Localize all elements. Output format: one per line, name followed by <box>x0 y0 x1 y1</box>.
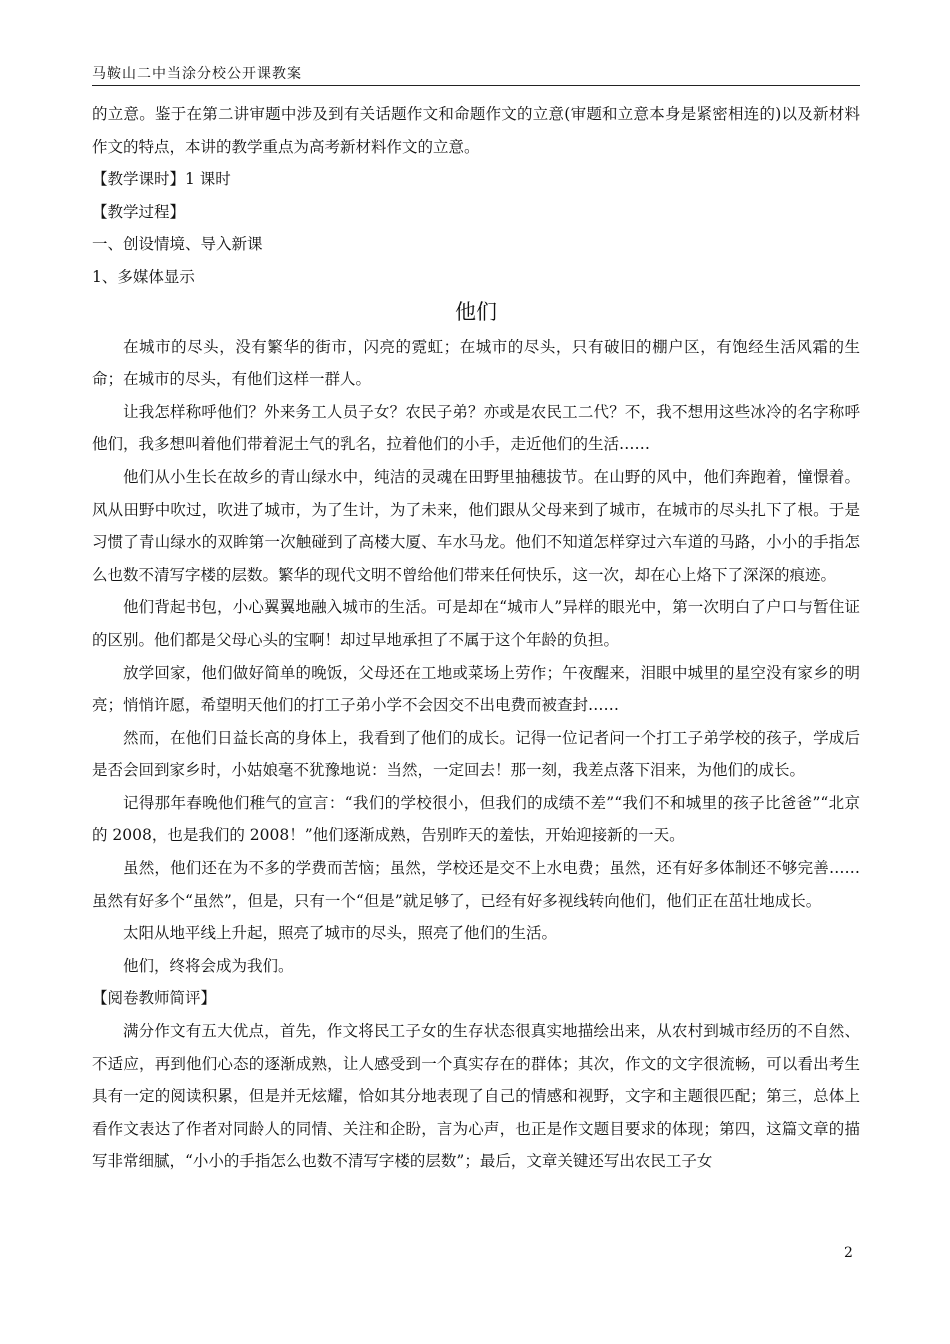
essay-paragraph: 记得那年春晚他们稚气的宣言：“我们的学校很小，但我们的成绩不差”“我们不和城里的孩子比爸爸”“北京的 2008，也是我们的 2008！”他们逐渐成熟，告别昨天的羞怯，开始迎接新的一天。 <box>92 793 860 845</box>
essay-paragraph: 太阳从地平线上升起，照亮了城市的尽头，照亮了他们的生活。 <box>123 924 558 943</box>
essay-paragraph: 他们背起书包，小心翼翼地融入城市的生活。可是却在“城市人”异样的眼光中，第一次明白了户口与暂住证的区别。他们都是父母心头的宝啊！却过早地承担了不属于这个年龄的负担。 <box>92 598 860 649</box>
review-heading: 【阅卷教师简评】 <box>92 989 217 1008</box>
essay-paragraph: 放学回家，他们做好简单的晚饭，父母还在工地或菜场上劳作；午夜醒来，泪眼中城里的星空没有家乡的明亮；悄悄许愿，希望明天他们的打工子弟小学不会因交不出电费而被查封…… <box>92 663 860 715</box>
teaching-process-heading: 【教学过程】 <box>92 202 186 221</box>
page-header: 马鞍山二中当涂分校公开课教案 <box>92 66 302 82</box>
essay-paragraph: 他们，终将会成为我们。 <box>123 956 294 975</box>
essay-paragraph: 在城市的尽头，没有繁华的街市，闪亮的霓虹；在城市的尽头，只有破旧的棚户区，有饱经生活风霜的生命；在城市的尽头，有他们这样一群人。 <box>92 337 860 389</box>
review-paragraph: 满分作文有五大优点，首先，作文将民工子女的生存状态很真实地描绘出来，从农村到城市经历的不自然、不适应，再到他们心态的逐渐成熟，让人感受到一个真实存在的群体；其次，作文的文字很流畅，可以看出考生具有一定的阅读积累，但是并无炫耀，恰如其分地表现了自己的情感和视野，文字和主题很匹配；第三，总体上看作文表达了作者对同龄人的同情、关注和企盼，言为心声，也正是作文题目要求的体现；第四，这篇文章的描写非常细腻，“小小的手指怎么也数不清写字楼的层数”；最后，文章关键还写出农民工子女 <box>92 1022 860 1171</box>
header-divider <box>92 85 860 86</box>
essay-paragraph: 然而，在他们日益长高的身体上，我看到了他们的成长。记得一位记者问一个打工子弟学校的孩子，学成后是否会回到家乡时，小姑娘毫不犹豫地说：当然，一定回去！那一刻，我差点落下泪来，为他们的成长。 <box>92 728 860 780</box>
intro-paragraph: 的立意。鉴于在第二讲审题中涉及到有关话题作文和命题作文的立意(审题和立意本身是紧密相连的)以及新材料作文的特点，本讲的教学重点为高考新材料作文的立意。 <box>92 105 860 156</box>
essay-title: 他们 <box>455 299 497 324</box>
document-body <box>92 98 860 1178</box>
list-item: 1、多媒体显示 <box>92 267 195 286</box>
essay-paragraph: 他们从小生长在故乡的青山绿水中，纯洁的灵魂在田野里抽穗拔节。在山野的风中，他们奔跑着，憧憬着。风从田野中吹过，吹进了城市，为了生计，为了未来，他们跟从父母来到了城市，在城市的尽头扎下了根。于是习惯了青山绿水的双眸第一次触碰到了高楼大厦、车水马龙。他们不知道怎样穿过六车道的马路，小小的手指怎么也数不清写字楼的层数。繁华的现代文明不曾给他们带来任何快乐，这一次，却在心上烙下了深深的痕迹。 <box>92 467 860 584</box>
essay-paragraph: 让我怎样称呼他们？外来务工人员子女？农民子弟？亦或是农民工二代？不，我不想用这些冰冷的名字称呼他们，我多想叫着他们带着泥土气的乳名，拉着他们的小手，走近他们的生活…… <box>92 402 860 454</box>
class-hours: 【教学课时】1 课时 <box>92 170 231 189</box>
essay-paragraph: 虽然，他们还在为不多的学费而苦恼；虽然，学校还是交不上水电费；虽然，还有好多体制还不够完善……虽然有好多个“虽然”，但是，只有一个“但是”就足够了，已经有好多视线转向他们，他们正在茁壮地成长。 <box>92 859 860 910</box>
section-heading: 一、创设情境、导入新课 <box>92 235 263 254</box>
page-number: 2 <box>844 1245 853 1261</box>
